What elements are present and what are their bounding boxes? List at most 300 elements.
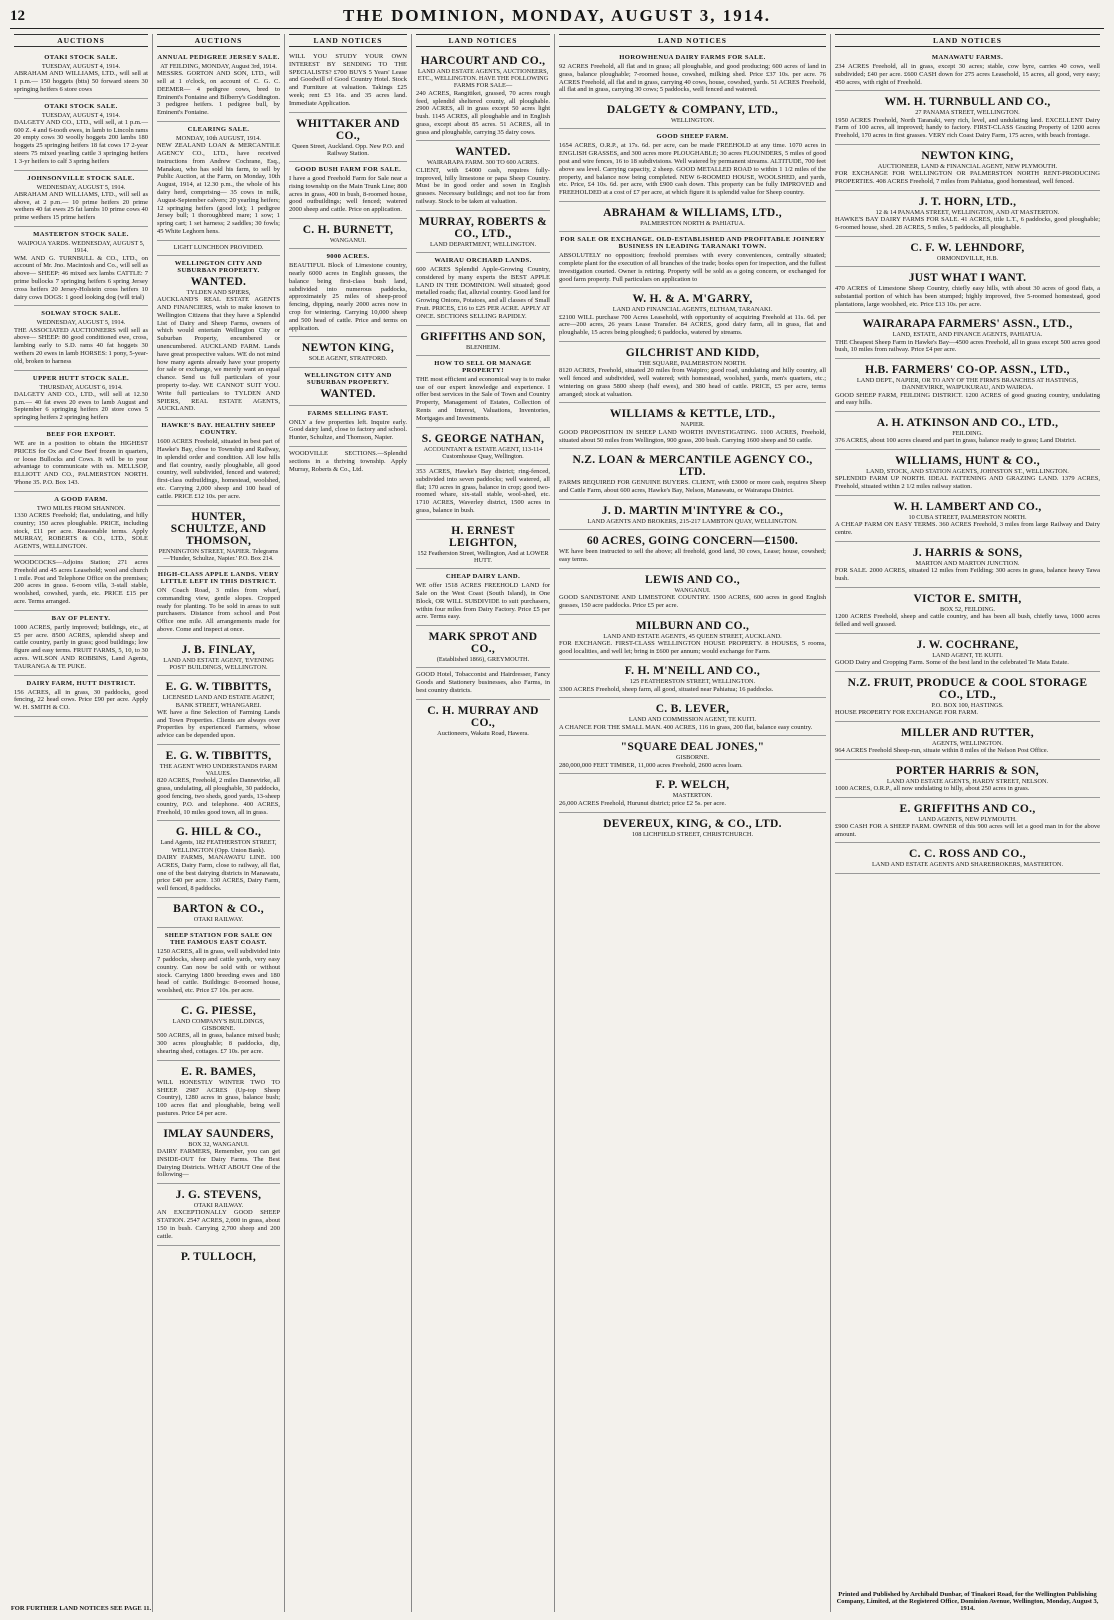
ad-subheading: AGENTS, WELLINGTON. (932, 739, 1003, 747)
ad-subheading: WELLINGTON. (670, 117, 715, 125)
column-1 (10, 34, 153, 1612)
ad-subheading: PALMERSTON NORTH & PAHIATUA. (640, 220, 745, 227)
advertisement (157, 567, 280, 639)
ad-body-text: HAWKE'S BAY DAIRY FARMS FOR SALE. 41 ACRES, title L.T., 6 paddocks, good ploughable; 6-roomed house, shed. 28 ACRES, 5 miles, 5 paddocks, all ploughable. (835, 216, 1100, 231)
ad-body-text: 26,000 ACRES Freehold, Hurunui district; price £2 5s. per acre. (559, 799, 726, 807)
ad-subheading: LAND AND FINANCIAL AGENTS, ELTHAM, TARANAKI. (612, 306, 773, 314)
ad-subheading: LAND AGENTS, NEW PLYMOUTH. (918, 815, 1017, 823)
advertiser-name: PORTER HARRIS & SON, (896, 764, 1039, 777)
advertiser-name: DEVEREUX, KING, & CO., LTD. (603, 817, 782, 830)
advertiser-name: H.B. FARMERS' CO-OP. ASSN., LTD., (865, 364, 1070, 377)
advertiser-name: A. H. ATKINSON AND CO., LTD., (876, 417, 1059, 430)
advertisement (289, 50, 407, 113)
ad-body-text: AN EXCEPTIONALLY GOOD SHEEP STATION. 2547 ACRES, 2,000 in grass, about 150 in bush. Carrying 2,700 sheep and 200 cattle. (157, 1209, 280, 1240)
advertiser-name: N.Z. FRUIT, PRODUCE & COOL STORAGE CO., LTD., (847, 676, 1088, 701)
ad-body-text: AUCKLAND'S REAL ESTATE AGENTS AND FINANCIERS, wish to make known to Wellington Citizens that they have a Splendid List of Dairy and Sheep Farms, owners of which would entertain Wellington City or Suburban Property, encumbered or unencumbered. AUCKLAND FARM. Lands have great prospective values. WE do not mind how many agents already have your property for sale or exchange, we merely want an equal chance. Send us full particulars of your property to-day. WE CANNOT SUIT YOU. Write full particulars to TYLDEN AND SPIERS, REAL ESTATE AGENTS, AUCKLAND. (157, 296, 280, 413)
advertiser-name: MILLER AND RUTTER, (901, 726, 1034, 739)
advertisement (559, 698, 826, 736)
ad-body-text: DALGETY AND CO., LTD., will sell, at 1 p.m.— 600 Z. 4 and 6-tooth ewes, in lamb to Lincoln rams 20 empty cows 30 woolly hoggets 200 lambs 180 hoggets 25 springing heifers 18 fat cows 17 2-year steers 75 mixed yearling cattle 3 springing heifers 1 3-yr heifers to calf 3 spring heifers (14, 118, 148, 165)
ad-body-text: £2100 WILL purchase 700 Acres Leasehold, with opportunity of acquiring Freehold at 11s. 6d. per acre—200 acres, 26 years Lease Transfer. 84 ACRES, good dairy farm, all in grass, flat and ploughable, 15 acres being ploughed; 6 paddocks, watered by streams. (559, 313, 826, 337)
advertiser-name: WM. H. TURNBULL AND CO., (884, 96, 1051, 109)
ad-subheading: LICENSED LAND AND ESTATE AGENT, BANK STREET, WHANGAREI. (162, 694, 275, 709)
advertisement (14, 99, 148, 171)
column-header: LAND NOTICES (416, 34, 550, 47)
ad-heading: MANAWATU FARMS. (931, 54, 1004, 61)
ad-body-text: 3300 ACRES Freehold, sheep farm, all good, situated near Pahiatua; 16 paddocks. (559, 685, 774, 693)
advertisement (157, 122, 280, 241)
advertiser-name: E. GRIFFITHS AND CO., (899, 802, 1036, 815)
advertisement (157, 1123, 280, 1184)
advertiser-name: J. G. STEVENS, (175, 1189, 262, 1202)
ad-subheading: SOLE AGENT, STRATFORD. (308, 355, 388, 363)
advertiser-name: E. R. BAMES, (181, 1065, 256, 1078)
ad-subheading: TUESDAY, AUGUST 4, 1914. (41, 63, 121, 70)
advertisement (157, 418, 280, 505)
ad-body-text: 280,000,000 FEET TIMBER, 11,000 acres Freehold, 2600 acres loam. (559, 761, 743, 769)
ad-subheading: PENNINGTON STREET, NAPIER. Telegrams—'Hunder, Schultze, Napier.' P.O. Box 214. (158, 547, 279, 562)
ad-body-text: 1000 ACRES, O.R.P., all now undulating to hilly, about 250 acres in grass. (835, 784, 1030, 792)
advertiser-name: WHITTAKER AND CO., (296, 117, 400, 142)
ad-body-text: 1654 ACRES, O.R.P., at 17s. 6d. per acre, can be made FREEHOLD at any time. 1070 acres in ENGLISH GRASSES, and 300 acres more PLOUGHABLE; 30 acres FLOUNDERS, 5 miles of good post and wire fences, 16 to 18 subdivisions. Well watered by permanent streams. ALTITUDE, 700 feet above sea level. Carrying capacity, 2 sheep. GOOD METALLED ROAD to within 1 1/2 miles of the property, and balance now being completed. NEW 6-ROOMED HOUSE, WOOLSHED, and yards, etc. Price, £4 10s. 6d. per acre, with £900 cash down. This property can be fully IMPROVED and FREEHOLDED at a cost of £7 per acre, at which figure it is splendid value for Sheep country. (559, 142, 826, 197)
column-4 (412, 34, 555, 1612)
ad-body-text: DAIRY FARMS, MANAWATU LINE. 100 ACRES, Dairy Farm, close to railway, all flat, one of the best dairying districts in Manawatu, price £40 per acre. 130 ACRES, Dairy Farm, well fenced, 8 paddocks. (157, 853, 280, 893)
advertisement (559, 288, 826, 342)
ad-subheading: WEDNESDAY, AUGUST 5, 1914. (36, 183, 126, 191)
advertiser-name: WAIRARAPA FARMERS' ASSN., LTD., (862, 318, 1073, 331)
ad-heading: OTAKI STOCK SALE. (44, 54, 118, 61)
advertiser-name: W. H. LAMBERT AND CO., (893, 501, 1042, 514)
advertisement (559, 736, 826, 774)
ad-subheading: (Established 1866), GREYMOUTH. (436, 656, 530, 664)
advertisement (835, 50, 1100, 91)
ad-heading: OTAKI STOCK SALE. (44, 102, 118, 110)
ad-body-text: 353 ACRES, Hawke's Bay district; ring-fenced, subdivided into seven paddocks; well watered, all flat; 170 acres in grass, balance in crop; good two-roomed whare, six-stall stable, wool-shed, etc. 1710 ACRES, Waverley district, 1500 acres in grass, balance in bush. (416, 468, 550, 514)
ad-subheading: WANGANUI. (674, 586, 711, 594)
column-header: AUCTIONS (157, 34, 280, 47)
advertisement (835, 588, 1100, 634)
ad-subheading: LAND, ESTATE, AND FINANCE AGENTS, PAHIATUA. (892, 331, 1043, 339)
advertiser-name: MURRAY, ROBERTS & CO., LTD., (418, 215, 548, 240)
advertiser-name: S. GEORGE NATHAN, (421, 432, 545, 445)
advertisement (559, 99, 826, 129)
ad-subheading: 27 PANAMA STREET, WELLINGTON. (915, 109, 1020, 117)
ad-subheading: MARTON AND MARTON JUNCTION. (915, 559, 1020, 567)
ad-subheading: NAPIER. (680, 421, 705, 429)
advertiser-name: GRIFFITHS AND SON, (420, 330, 546, 343)
advertisement (289, 406, 407, 447)
ad-body-text: DALGETY AND CO., LTD., will sell at 12.30 p.m.— 40 fat ewes 20 ewes to lamb August and September 6 springing heifers 20 store cows 5 springing heifers 2 springing heifers (14, 390, 148, 422)
advertisement (559, 232, 826, 288)
ad-subheading: BLENHEIM. (465, 343, 501, 351)
ad-body-text: A CHANCE FOR THE SMALL MAN. 400 ACRES, 116 in grass, 200 flat, balance easy country. (559, 723, 813, 731)
advertisement (835, 843, 1100, 873)
ad-heading: CHEAP DAIRY LAND. (445, 573, 521, 581)
ad-body-text: GOOD Dairy and Cropping Farm. Some of the best land in the celebrated Te Mata Estate. (835, 658, 1069, 666)
newspaper-title: THE DOMINION, MONDAY, AUGUST 3, 1914. (342, 6, 772, 25)
advertiser-name: G. HILL & CO., (175, 826, 262, 839)
ad-body-text: ON Coach Road, 3 miles from wharf, commanding view, gentle slopes. Cropped ready for planting. To be sold in areas to suit purchasers. Distance from school and Post Office one mile. All arrangements made for above. Come and inspect at once. (157, 587, 280, 634)
ad-subheading: TWO MILES FROM SHANNON. (36, 504, 126, 512)
ad-subheading: ORMONDVILLE, H.B. (936, 254, 999, 262)
ad-subheading: P.O. BOX 100, HASTINGS. (931, 701, 1004, 709)
ad-body-text: FOR SALE. 2000 ACRES, situated 12 miles from Feilding; 300 acres in grass, balance heavy Tawa bush. (835, 567, 1100, 582)
ad-heading: HIGH-CLASS APPLE LANDS. VERY LITTLE LEFT IN THIS DISTRICT. (157, 571, 280, 586)
advertiser-name: J. HARRIS & SONS, (912, 546, 1023, 559)
advertiser-name: BARTON & CO., (173, 902, 264, 915)
advertisement (157, 1184, 280, 1245)
advertiser-name: NEWTON KING, (301, 342, 395, 355)
advertisement (157, 506, 280, 567)
advertisement (14, 171, 148, 227)
ad-body-text: 1250 ACRES, all in grass, well subdivided into 7 paddocks, sheep and cattle yards, very easy country. Can now be sold with or without stock. Carrying 1800 breeding ewes and 180 head of cattle. Buildings: 8-roomed house, woolshed, etc. Price £7 10s. per acre. (157, 948, 280, 995)
ad-heading: BEEF FOR EXPORT. (46, 430, 116, 438)
column-header: AUCTIONS (14, 34, 148, 47)
advertisement (835, 722, 1100, 760)
ad-subheading: LAND AND ESTATE AGENTS, HARDY STREET, NELSON. (886, 777, 1049, 785)
advertisement (835, 91, 1100, 145)
ad-body-text: 8120 ACRES, Freehold, situated 20 miles from Waipiro; good road, undulating and hilly country, all well fenced and subdivided, well watered; with homestead, woolshed, yards, men's quarters, etc.; wintering on grass 5800 sheep (half ewes), and 380 head of cattle. PRICE, £5 per acre, terms arranged; stock at valuation. (559, 367, 826, 398)
ad-subheading: LAND, STOCK, AND STATION AGENTS, JOHNSTON ST., WELLINGTON. (866, 468, 1069, 476)
advertiser-name: F. H. M'NEILL AND CO., (624, 665, 761, 678)
ad-subheading: FEILDING. (952, 430, 983, 438)
ad-body-text: 470 ACRES of Limestone Sheep Country, chiefly easy hills, with about 30 acres of good flats, a substantial portion of which has been stumped; highly improved, five 5-roomed homestead, good plantations, large woolshed, etc. Price £13 10s. per acre. (835, 284, 1100, 308)
advertiser-name: "SQUARE DEAL JONES," (620, 741, 765, 754)
advertisement (559, 342, 826, 403)
ad-subheading: 12 & 14 PANAMA STREET, WELLINGTON, AND AT MASTERTON. (875, 208, 1060, 216)
ad-subheading: MONDAY, 10th AUGUST, 1914. (176, 135, 261, 143)
advertisement (416, 141, 550, 210)
ad-body-text: WILL HONESTLY WINTER TWO TO SHEEP. 2987 ACRES (Up-top Sheep Country), 1280 acres in grass, balance bush; 100 acres flat and ploughable, being well pastures. Price £4 per acre. (157, 1078, 280, 1117)
ad-body-text: 500 ACRES, all in grass, balance mixed bush; 300 acres ploughable; 8 paddocks, dip, shearing shed, cottages. £7 10s. per acre. (157, 1032, 280, 1055)
ad-body-text: FARMS REQUIRED FOR GENUINE BUYERS. CLIENT, with £3000 or more cash, requires Sheep and Cattle Farm, about 600 acres, Hawke's Bay, Nelson, Manawatu, or Wairarapa District. (559, 479, 826, 495)
ad-subheading: OTAKI RAILWAY. (193, 915, 244, 923)
ad-heading: GOOD SHEEP FARM. (656, 133, 729, 141)
ad-body-text: THE most efficient and economical way is to make use of our expert knowledge and experience. I offer best services in the Sale of Town and Country Property, Management of Estates, Collection of Rents and Interest, Valuations, Inventories, Mortgages and Investments. (416, 375, 550, 422)
ad-subheading: WEDNESDAY, AUGUST 5, 1914. (36, 319, 126, 327)
advertiser-name: GILCHRIST AND KIDD, (625, 347, 760, 360)
ad-body-text: 234 ACRES Freehold, all in grass, except 30 acres; stable, cow byre, carries 40 cows, well subdivided; £40 per acre. £600 CASH down for 275 acres Leasehold, 15 acres, all good, very easy; 450 acres, with right of Freehold. (835, 63, 1100, 86)
advertiser-name: C. C. ROSS AND CO., (909, 848, 1026, 861)
ad-subheading: WANGANUI. (329, 237, 367, 245)
ad-body-text: 376 ACRES, about 100 acres cleared and part in grass, balance ready to grass; Land District. (835, 437, 1077, 445)
column-6 (831, 34, 1104, 1612)
advertisement (835, 798, 1100, 844)
page-number: 12 (10, 8, 25, 24)
ad-body-text: WE offer 1518 ACRES FREEHOLD LAND for Sale on the West Coast (South Island), in One Block, OR WILL SUBDIVIDE to suit purchasers, within four miles from Dairy Factory. Price £5 per acre. Terms easy. (416, 582, 550, 621)
ad-body-text: FOR EXCHANGE FOR WELLINGTON OR PALMERSTON NORTH RENT-PRODUCING PROPERTIES. 408 ACRES Freehold, 7 miles from Pahiatua, good homestead, well fenced. (835, 170, 1100, 186)
ad-heading: ANNUAL PEDIGREE JERSEY SALE. (157, 54, 280, 61)
ad-body-text: 1600 ACRES Freehold, situated in best part of Hawke's Bay, close to Township and Railway, in splendid order and condition. All low hills and flat country, easily ploughable, all good country, well subdivided, fenced and watered; first-class outbuildings, homestead, woolshed, etc. Carrying 2,000 sheep and 100 head of cattle. PRICE £12 10s. per acre. (157, 438, 280, 500)
advertiser-name: F. P. WELCH, (655, 779, 730, 792)
ad-subheading: TUESDAY, AUGUST 4, 1914. (41, 111, 121, 119)
ad-subheading: GISBORNE. (675, 754, 710, 762)
ad-body-text: FOR EXCHANGE. FIRST-CLASS WELLINGTON HOUSE PROPERTY. 8 HOUSES, 5 rooms, good localities, and well let; bring in £600 per annum; would exchange for Farm. (559, 639, 826, 655)
ad-body-text: WE have a fine Selection of Farming Lands and Town Properties. Clients are always over Properties by experienced Farmers, whose advice can be depended upon. (157, 708, 280, 740)
ad-heading: SOLWAY STOCK SALE. (41, 310, 121, 318)
advertiser-name: C. H. MURRAY AND CO., (427, 704, 539, 729)
advertisement (559, 449, 826, 500)
ad-body-text: HOUSE PROPERTY FOR EXCHANGE FOR FARM. (835, 708, 978, 716)
advertiser-name: JUST WHAT I WANT. (908, 271, 1027, 284)
advertisement (835, 672, 1100, 722)
advertisement (416, 50, 550, 141)
advertisement (157, 898, 280, 928)
advertiser-name: WANTED. (320, 387, 376, 400)
advertisement (835, 496, 1100, 542)
advertisement (157, 821, 280, 897)
ad-heading: WAIRAU ORCHARD LANDS. (434, 256, 532, 264)
advertisement (416, 668, 550, 699)
ad-heading: HAWKE'S BAY. HEALTHY SHEEP COUNTRY. (161, 422, 276, 437)
advertiser-name: HUNTER, SCHULTZE, AND THOMSON, (170, 510, 267, 547)
ad-heading: HOROWHENUA DAIRY FARMS FOR SALE. (619, 54, 766, 61)
ad-subheading: LAND AND ESTATE AGENTS AND SHAREBROKERS, MASTERTON. (871, 861, 1064, 869)
advertisement (835, 760, 1100, 798)
ad-heading: GOOD BUSH FARM FOR SALE. (294, 166, 402, 174)
advertisement (835, 145, 1100, 191)
ad-body-text: WE have been instructed to sell the above; all freehold, good land, 30 cows, Lease; house, cowshed; easy terms. (559, 548, 826, 563)
column-header: LAND NOTICES (835, 34, 1100, 47)
ad-heading: UPPER HUTT STOCK SALE. (32, 374, 130, 382)
ad-subheading: LAND AGENTS AND BROKERS, 215-217 LAMBTON QUAY, WELLINGTON. (587, 517, 798, 525)
ad-body-text: ABSOLUTELY no opposition; freehold premises with every conveniences, centrally situated; complete plant for the execution of all branches of the trade; books open for inspection, and the fullest investigation courted. Owner is retiring. Property will be sold as a going concern, or exchanged for good farm property. Full particulars on application to (559, 252, 826, 283)
advertisement (14, 492, 148, 556)
ad-body-text: 600 ACRES Splendid Apple-Growing Country, considered by many experts the BEST APPLE LAND IN THE DOMINION. Well situated; good metalled roads; flat, alluvial country. Good land for Growing Onions, Potatoes, and all classes of Small Fruit. PRICES, £16 to £25 PER ACRE. APPLY AT ONCE. SECTIONS SELLING RAPIDLY. (416, 265, 550, 320)
ad-subheading: 152 Featherston Street, Wellington, And at LOWER HUTT. (417, 549, 549, 565)
advertisement (289, 249, 407, 337)
advertiser-name: NEWTON KING, (921, 150, 1014, 163)
advertiser-name: 60 ACRES, GOING CONCERN—£1500. (586, 535, 799, 548)
advertisement (835, 191, 1100, 237)
ad-body-text: GOOD Hotel, Tobacconist and Hairdresser, Fancy Goods and Stationery businesses, also Farms, in best country districts. (416, 671, 550, 695)
advertisement (157, 1000, 280, 1061)
ad-body-text: 1330 ACRES Freehold; flat, undulating, and hilly country; 150 acres ploughable. PRICE, including stock, £11 per acre. Reasonable terms. Apply MURRAY, ROBERTS & CO., LTD., SOLE AGENTS, WELLINGTON. (14, 511, 148, 551)
advertisement (559, 569, 826, 615)
ad-heading: SHEEP STATION FOR SALE ON THE FAMOUS EAST COAST. (164, 932, 273, 947)
ad-subheading: 125 FEATHERSTON STREET, WELLINGTON. (629, 678, 756, 686)
advertiser-name: J. W. COCHRANE, (916, 638, 1019, 651)
advertiser-name: E. G. W. TIBBITTS, (165, 681, 272, 694)
advertiser-name: HARCOURT AND CO., (420, 55, 546, 67)
advertisement (289, 219, 407, 249)
advertisement (559, 660, 826, 698)
ad-subheading: BOX 32, WANGANUI. (188, 1140, 249, 1148)
ad-subheading: Auctioneers, Wakatu Road, Hawera. (437, 729, 529, 737)
ad-subheading: ACCOUNTANT & ESTATE AGENT, 113-114 Customhouse Quay, Wellington. (423, 445, 543, 460)
ad-body-text: ONLY a few properties left. Inquire early. Good dairy land, close to factory and school. Hunter, Schultze, and Thomson, Napier. (289, 418, 407, 442)
advertisement (835, 542, 1100, 588)
advertisement (14, 50, 148, 99)
advertiser-name: E. G. W. TIBBITTS, (165, 749, 272, 762)
ad-body-text: GOOD PROPOSITION IN SHEEP LAND WORTH INVESTIGATING. 1100 ACRES, Freehold, situated about 50 miles from Wellington, 900 grass, 200 bush. Carrying 1600 sheep and 50 cattle. (559, 428, 826, 444)
ad-body-text: A CHEAP FARM ON EASY TERMS. 360 ACRES Freehold, 3 miles from large Railway and Dairy centre. (835, 521, 1100, 537)
ad-body-text: 156 ACRES, all in grass, 30 paddocks, good fencing, 22 head cows. Price £90 per acre. Apply W. H. SMITH & CO. (14, 688, 148, 712)
ad-body-text: SPLENDID FARM UP NORTH. IDEAL FATTENING AND GRAZING LAND. 1379 ACRES, Freehold, situated within 2 1/2 miles railway station. (835, 475, 1100, 491)
advertisement (835, 450, 1100, 496)
ad-subheading: AUCTIONEER, LAND & FINANCIAL AGENT, NEW PLYMOUTH. (877, 163, 1058, 171)
ad-body-text: I have a good Freehold Farm for Sale near a rising township on the Main Trunk Line; 800 acres in grass, 400 in bush, 8-roomed house, good outbuildings; well fenced; watered 2000 sheep and cattle. Price on application. (289, 175, 407, 214)
advertisement (559, 50, 826, 99)
advertisement (416, 356, 550, 428)
advertisement (14, 556, 148, 611)
advertiser-name: MARK SPROT AND CO., (428, 631, 538, 656)
advertiser-name: C. H. BURNETT, (302, 224, 394, 237)
ad-body-text: THE Cheapest Sheep Farm in Hawke's Bay—4500 acres Freehold, all in grass except 500 acres good bush, 10 miles from railway. Price £4 per acre. (835, 338, 1100, 354)
ad-body-text: WOODCOCKS—Adjoins Station; 271 acres Freehold and 45 acres Leasehold; wool and church 1 mile. Post and Telephone Office on the premises; 200 acres in grass. 6-room villa, 3-stall stable, woolshed, cowshed, yards, etc. PRICE £15 per acre. Terms arranged. (14, 558, 148, 605)
column-header: LAND NOTICES (559, 34, 826, 47)
column-footer: Printed and Published by Archibald Dunbar, of Tinakori Road, for the Wellington Publishing Company, Limited, at the Registered Office, Dominion Avenue, Wellington, Monday, August 3, 1914. (836, 1591, 1099, 1612)
advertisement (559, 500, 826, 530)
ad-subheading: LAND AGENT, TE KUITI. (932, 651, 1003, 659)
ad-subheading: LAND DEPARTMENT, WELLINGTON. (429, 240, 537, 248)
ad-subheading: 10 CUBA STREET, PALMERSTON NORTH. (908, 514, 1027, 522)
advertisement (289, 368, 407, 406)
advertisement (416, 326, 550, 356)
advertisement (559, 202, 826, 232)
advertisement (157, 1061, 280, 1123)
advertisement (157, 1246, 280, 1268)
ad-subheading: LAND AND ESTATE AGENT, 'EVENING POST' BUILDINGS, WELLINGTON. (163, 656, 274, 672)
advertisement (416, 700, 550, 741)
advertisement (157, 241, 280, 256)
ad-subheading: WAIPOUA YARDS. WEDNESDAY, AUGUST 5, 1914. (17, 240, 145, 255)
ad-body-text: 964 ACRES Freehold Sheep-run, situate within 8 miles of the Nelson Post Office. (835, 746, 1049, 754)
ad-subheading: BOX 52, FEILDING. (940, 605, 995, 613)
ad-subheading: THURSDAY, AUGUST 6, 1914. (39, 383, 123, 391)
advertiser-name: C. F. W. LEHNDORF, (910, 241, 1025, 254)
ad-body-text: 1000 ACRES, partly improved; buildings, etc., at £5 per acre. 8500 ACRES, splendid sheep and cattle country, partly in grass; good buildings; low figure and easy terms. FRUIT FARMS, 5, 10, to 30 acres. WILSON AND ROBBINS, Land Agents, TAURANGA & TE PUKE. (14, 623, 148, 670)
ad-body-text: WE are in a position to obtain the HIGHEST PRICES for Ox and Cow Beef frozen in quarters, or loose Bullocks and Cows. It will be to your advantage to communicate with us. MELLSOP, ELLIOTT AND CO., PALMERSTON NORTH. 'Phone 35. P.O. Box 143. (14, 439, 148, 486)
ad-heading: MASTERTON STOCK SALE. (33, 231, 129, 239)
ad-heading: A GOOD FARM. (54, 495, 108, 503)
ad-body-text: 92 ACRES Freehold, all flat and in grass; all ploughable, and good producing; 600 acres of land in grass, balance ploughable; 7-roomed house, cowshed, milking shed. Price £37 10s. per acre. 76 ACRES Freehold, all flat and in grass, carrying 40 cows, house, cowshed, yards. 51 ACRES Freehold, all flat and in grass, carrying 30 cows; 5 paddocks, well fenced and watered. (559, 63, 826, 94)
ad-subheading: LIGHT LUNCHEON PROVIDED. (173, 243, 264, 251)
advertiser-name: J. T. HORN, LTD., (918, 195, 1017, 208)
advertiser-name: LEWIS AND CO., (645, 573, 740, 586)
ad-heading: JOHNSONVILLE STOCK SALE. (27, 174, 135, 182)
masthead (10, 6, 1104, 29)
ad-body-text: DAIRY FARMERS, Remember, you can get INSIDE-OUT for Dairy Farms. The Best Dairying Districts. WHAT ABOUT One of the following— (157, 1147, 280, 1179)
advertiser-name: J. B. FINLAY, (181, 643, 256, 656)
ad-subheading: OTAKI RAILWAY. (193, 1202, 244, 1210)
advertiser-name: C. B. LEVER, (655, 703, 730, 716)
ad-subheading: MASTERTON. (672, 792, 713, 800)
ad-subheading: AT FEILDING, MONDAY, August 3rd, 1914. (160, 63, 277, 70)
advertiser-name: VICTOR E. SMITH, (913, 592, 1022, 605)
advertiser-name: J. D. MARTIN M'INTYRE & CO., (601, 504, 784, 517)
ad-body-text: WM. AND G. TURNBULL & CO., LTD., on account of Mr. Jno. Macintosh and Co., will sell as above— SHEEP: 46 mixed sex lambs CATTLE: 7 prime bullocks 7 springing heifers 6 spring Jersey cross heifers 20 Jersey-Holstein cross heifers 10 dairy cows DOGS: 1 good looking dog (will trial) (14, 254, 148, 301)
ad-body-text: GOOD SANDSTONE AND LIMESTONE COUNTRY. 1500 ACRES, 600 acres in good English grasses, 150 acre paddocks. Price £5 per acre. (559, 593, 826, 609)
advertisement (835, 267, 1100, 313)
ad-subheading: Queen Street, Auckland. Opp. New P.O. and Railway Station. (292, 142, 404, 157)
ad-body-text: CLIENT, with £4000 cash, requires fully-improved, hilly limestone or papa Sheep Country. Must be in good order and sown in English grasses. Necessary buildings; and not too far from railway. Stock to be taken at valuation. (416, 166, 550, 205)
ad-body-text: 1200 ACRES Freehold, sheep and cattle country, and has been all bush, chiefly tawa, 1000 acres felled and well grassed. (835, 612, 1100, 628)
ad-subheading: LAND DEPT., NAPIER, OR TO ANY OF THE FIRM'S BRANCHES AT HASTINGS, DANNEVIRKE, WAIPUKURAU, AND WAIROA. (856, 377, 1079, 392)
ad-heading: HOW TO SELL OR MANAGE PROPERTY! (434, 359, 532, 374)
advertisement (559, 403, 826, 449)
ad-body-text: ABRAHAM AND WILLIAMS, LTD., will sell as above, at 2 p.m.— 10 prime heifers 20 prime wethers 40 fat ewes 25 fat lambs 10 prime cows 40 prime wethers 15 prime heifers (14, 190, 148, 222)
ad-subheading: LAND AND ESTATE AGENTS, 45 QUEEN STREET, AUCKLAND. (603, 632, 782, 640)
advertisement (14, 427, 148, 492)
ad-subheading: LAND COMPANY'S BUILDINGS, GISBORNE. (172, 1017, 265, 1033)
advertisement (559, 615, 826, 661)
advertiser-name: H. ERNEST LEIGHTON, (449, 524, 517, 549)
advertiser-name: N.Z. LOAN & MERCANTILE AGENCY CO., LTD. (572, 454, 813, 479)
ad-heading: 9000 ACRES. (326, 253, 370, 261)
ad-body-text: 820 ACRES, Freehold, 2 miles Dannevirke, all grass, undulating, all ploughable, 30 paddocks, good fencing, two sheds, good yards, 13-sheep country, P.O. and telephone. 400 ACRES, Freehold, 10 miles good town, all in grass. (157, 777, 280, 816)
ad-subheading: Land Agents, 182 FEATHERSTON STREET, WELLINGTON (Opp. Union Bank). (160, 839, 277, 854)
advertisement (157, 50, 280, 122)
ad-body-text: MESSRS. GORTON AND SON, LTD., will sell at 1 o'clock, on account of C. G. C. DEEMER— 4 pedigree cows, bred to Eminent's Fontaine and Bilberry's Goddington. 3 pedigree heifers. 1 pedigree bull, by Eminent's Fontaine. (157, 70, 280, 117)
advertisement (416, 253, 550, 326)
ad-body-text: NEW ZEALAND LOAN & MERCANTILE AGENCY CO., LTD., have received instructions from Andrew Cochrane, Esq., Manakau, who has sold his farm, to sell by Public Auction, at the Farm, on Monday, 10th August, 1914, at 12.30 p.m., the whole of his dairy herd, comprising— 35 cows in milk, August-September calvers; 20 yearling heifers; 12 springing heifers (good lot); 1 pedigree Jersey bull; 1 thoroughbred mare; 1 sow; 1 spring cart; 1 set harness; 2 saddles; 30 fowls; 45 White Leghorn hens. (157, 142, 280, 236)
advertiser-name: ABRAHAM & WILLIAMS, LTD., (603, 207, 782, 219)
ad-body-text: ABRAHAM AND WILLIAMS, LTD., will sell at 1 p.m.— 150 hoggets (btts) 50 forward steers 30 springing heifers 6 store cows (14, 70, 148, 93)
advertisement (835, 313, 1100, 359)
advertiser-name: DALGETY & COMPANY, LTD., (606, 104, 779, 117)
advertisement (289, 447, 407, 477)
advertisement (835, 634, 1100, 672)
advertisement (559, 813, 826, 842)
ad-heading: DAIRY FARM, HUTT DISTRICT. (26, 679, 136, 687)
advertisement (157, 676, 280, 745)
ad-body-text: 1950 ACRES Freehold, North Taranaki, very rich, level, and undulating land. EXCELLENT Dairy Farm of 100 acres, all improved; handy to factory. FIRST-CLASS Grazing Property of 1200 acres Freehold, 170 acres in first grasses. VERY rich Coast Dairy Farm, 175 acres, with beach frontage. (835, 116, 1100, 140)
advertiser-name: MILBURN AND CO., (635, 619, 750, 632)
ad-heading: BAY OF PLENTY. (51, 614, 111, 622)
ad-subheading: LAND AND COMMISSION AGENT, TE KUITI. (628, 716, 757, 724)
advertiser-name: C. G. PIESSE, (180, 1004, 257, 1017)
column-3 (285, 34, 412, 1612)
advertisement (416, 211, 550, 253)
ad-body-text: BEAUTIFUL Block of Limestone country, nearly 6000 acres in English grasses, the balance being first-class bush land, subdivided into numerous paddocks, approximately 25 miles of sheep-proof fencing, dipping, nearly 2000 acres now in crop for wintering. Carrying 10,000 sheep and 500 head of cattle. Price and terms on application. (289, 262, 407, 332)
column-header: LAND NOTICES (289, 34, 407, 47)
advertisement (416, 465, 550, 520)
advertiser-name: P. TULLOCH, (180, 1250, 257, 1263)
ad-heading: FARMS SELLING FAST. (307, 409, 389, 417)
ad-body-text: WOODVILLE SECTIONS.—Splendid sections in a thriving township. Apply Murray, Roberts & Co., Ltd. (289, 450, 407, 473)
ad-body-text: 240 ACRES, Rangitikei, grassed, 70 acres rough feed, splendid sheltered county, all ploughable. 2900 ACRES, all in grass except 50 acres light bush. 1145 ACRES, all ploughable and in English grass, except about 85 acres. 51 ACRES, all in grass and ploughable, carrying 35 dairy cows. (416, 89, 550, 136)
advertisement (416, 520, 550, 569)
ad-heading: CLEARING SALE. (187, 126, 250, 134)
ad-subheading: THE AGENT WHO UNDERSTANDS FARM VALUES. (159, 762, 278, 778)
ad-subheading: 108 LICHFIELD STREET, CHRISTCHURCH. (631, 830, 754, 838)
advertisement (835, 412, 1100, 450)
column-2 (153, 34, 285, 1612)
ad-heading: FOR SALE OR EXCHANGE. OLD-ESTABLISHED AND PROFITABLE JOINERY BUSINESS IN LEADING TARANAKI TOWN. (560, 236, 825, 251)
advertisement (416, 428, 550, 465)
advertisement (835, 237, 1100, 267)
advertisement (559, 774, 826, 812)
ad-subheading: LAND AND ESTATE AGENTS, AUCTIONEERS, ETC., WELLINGTON. HAVE THE FOLLOWING FARMS FOR SALE— (417, 68, 549, 90)
column-footer: FOR FURTHER LAND NOTICES SEE PAGE 11. (10, 1605, 152, 1612)
advertiser-name: WANTED. (190, 276, 247, 289)
advertisement (559, 530, 826, 569)
ad-body-text: GOOD SHEEP FARM, FEILDING DISTRICT. 1200 ACRES of good grazing country, undulating and easy hills. (835, 391, 1100, 407)
column-5 (555, 34, 831, 1612)
advertisement (416, 569, 550, 626)
advertiser-name: WILLIAMS, HUNT & CO., (895, 455, 1040, 468)
advertisement (14, 227, 148, 306)
ad-subheading: WAIRARAPA FARM. 300 TO 600 ACRES. (427, 159, 539, 167)
advertisement (289, 162, 407, 219)
ad-heading: WELLINGTON CITY AND SUBURBAN PROPERTY. (174, 260, 263, 275)
advertisement (14, 611, 148, 676)
columns-container (10, 34, 1104, 1614)
ad-body-text: £900 CASH FOR A SHEEP FARM. OWNER of this 900 acres will let a good man in for the above amount. (835, 822, 1100, 838)
advertisement (289, 337, 407, 367)
advertiser-name: W. H. & A. M'GARRY, (632, 293, 753, 306)
advertisement (14, 306, 148, 370)
